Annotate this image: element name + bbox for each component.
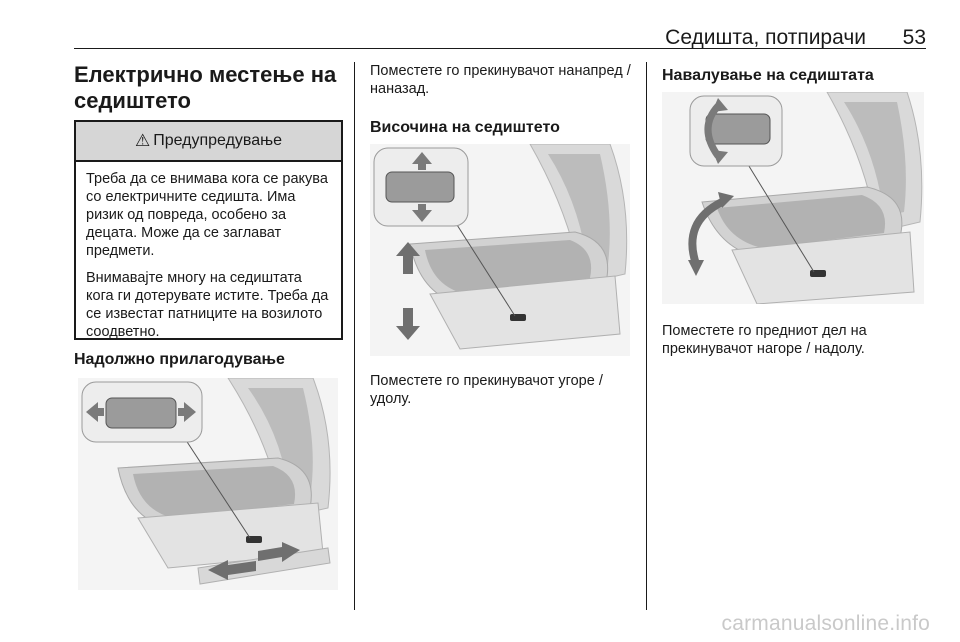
subheading-seat-tilt: Навалување на седиштата	[662, 67, 874, 84]
warning-triangle-icon: ⚠	[134, 131, 151, 150]
caption-seat-height: Поместете го прекинувачот угоре / удолу.	[370, 373, 603, 407]
column-divider	[646, 62, 647, 610]
instruction-longitudinal: Поместете го прекинувачот нанапред / наназад.	[370, 63, 631, 97]
warning-title: Предупредување	[153, 132, 283, 149]
subheading-longitudinal: Надолжно прилагодување	[74, 351, 285, 368]
warning-header	[76, 122, 341, 162]
column-2	[370, 62, 634, 98]
caption-seat-tilt: Поместете го предниот дел на прекинувачот нагоре / надолу.	[662, 323, 867, 357]
watermark: carmanualsonline.info	[721, 612, 930, 635]
warning-paragraph-1: Треба да се внимава кога се ракува со електричните седишта. Има ризик од повреда, особено за децата. Може да се заглават предмети.	[86, 171, 328, 259]
figure-seat-longitudinal	[78, 378, 338, 590]
column-1	[74, 62, 342, 114]
page-number: 53	[902, 26, 926, 49]
figure-seat-height	[370, 144, 630, 356]
warning-box	[74, 120, 343, 340]
section-heading: Електрично местење на седиштето	[74, 62, 337, 113]
subheading-seat-height: Височина на седиштето	[370, 119, 560, 136]
warning-paragraph-2: Внимавајте многу на седиштата кога ги дотерувате иститe. Треба да се известат патниците на возилото соодветно.	[86, 270, 329, 340]
column-divider	[354, 62, 355, 610]
header-title: Седишта, потпирачи	[665, 26, 866, 49]
page-header	[74, 20, 926, 49]
warning-body	[76, 162, 341, 341]
figure-seat-tilt	[662, 92, 924, 304]
